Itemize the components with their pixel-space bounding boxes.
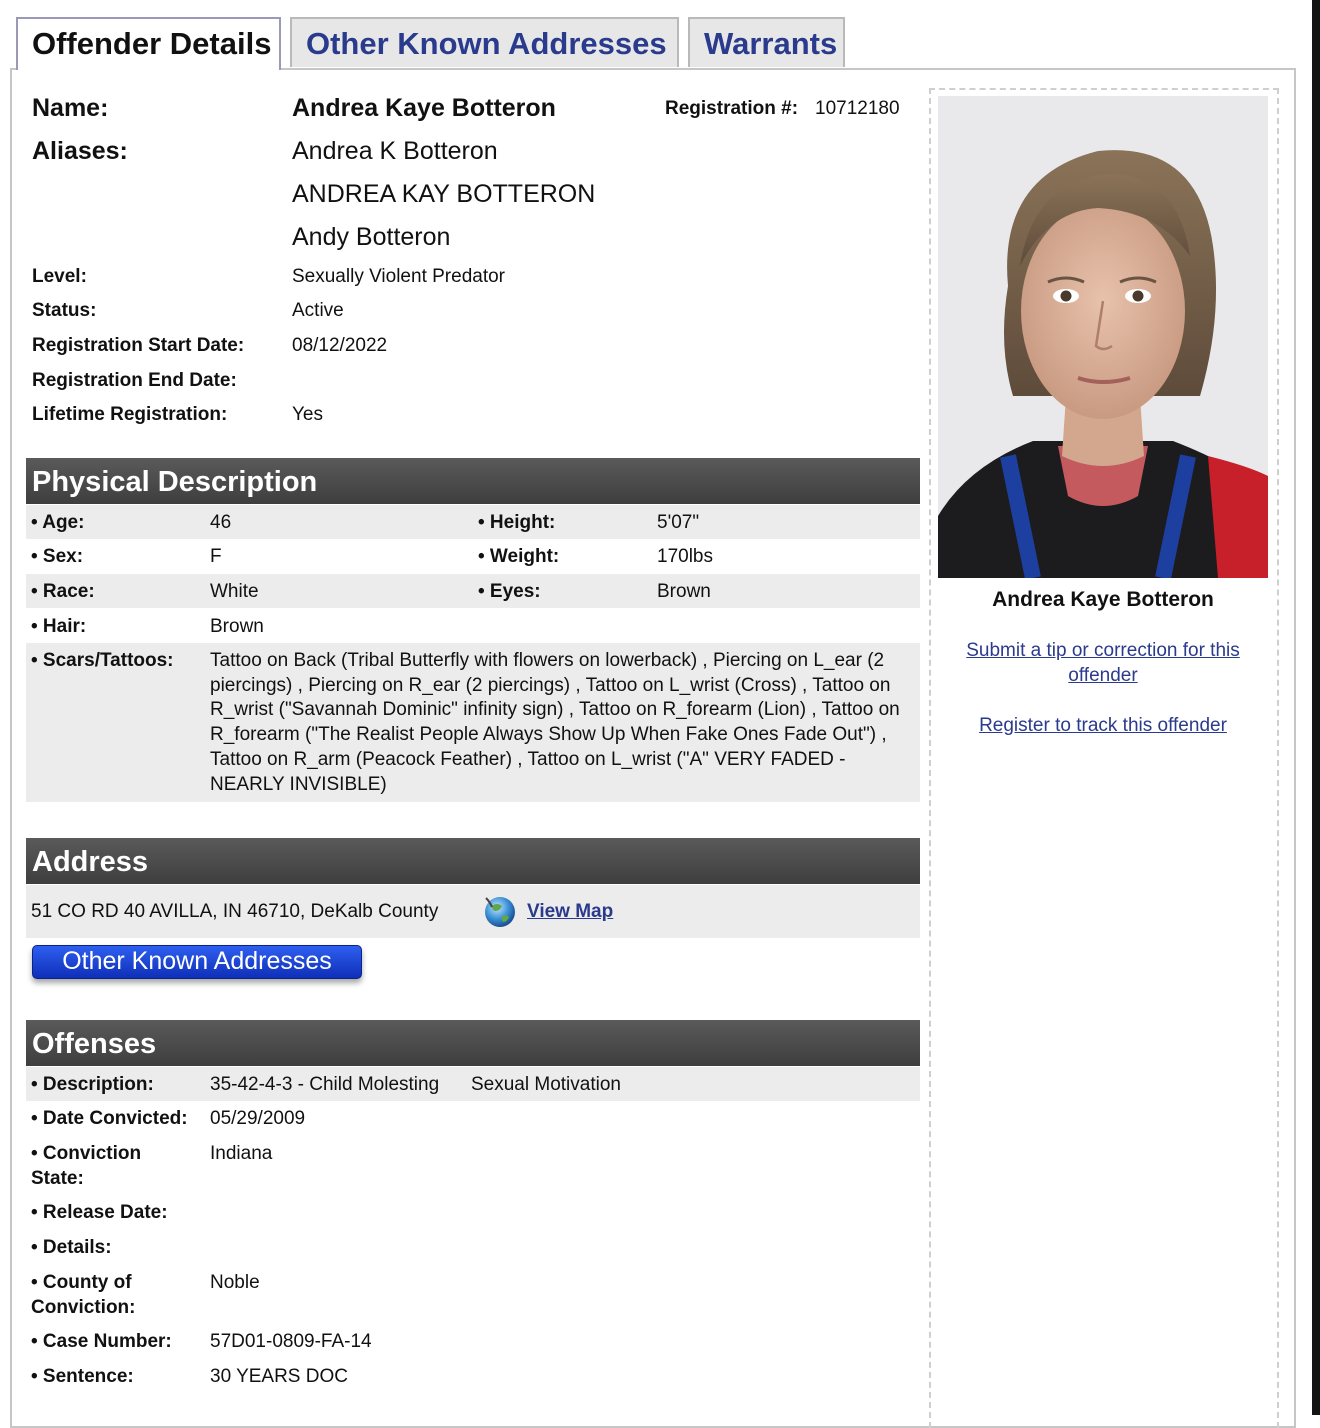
physical-description-header: Physical Description: [26, 458, 920, 504]
tab-offender-details[interactable]: Offender Details: [16, 17, 281, 70]
reg-end-label: Registration End Date:: [32, 370, 237, 391]
sentence-label: • Sentence:: [31, 1366, 134, 1387]
tab-warrants[interactable]: Warrants: [688, 17, 845, 67]
view-map-link[interactable]: View Map: [527, 901, 614, 922]
height-label: • Height:: [478, 512, 556, 533]
conviction-state-label: • Conviction: [31, 1143, 142, 1164]
details-label: • Details:: [31, 1237, 112, 1258]
race-value: White: [210, 581, 259, 602]
status-label: Status:: [32, 300, 97, 321]
address-header: Address: [26, 838, 920, 884]
case-number-label: • Case Number:: [31, 1331, 172, 1352]
height-value: 5'07": [657, 512, 700, 533]
alias-2: ANDREA KAY BOTTERON: [292, 180, 596, 208]
sex-value: F: [210, 546, 222, 567]
scars-value: Tattoo on Back (Tribal Butterfly with flowers on lowerback) , Piercing on L_ear (2 piercings) , Piercing on R_ear (2 piercings) , Tattoo on L_wrist (Cross) , Tattoo on R_wrist ("Savannah Dominic" infinity sign) , Tattoo on R_forearm (Lion) , Tattoo on R_forearm ("The Realist People Always Show Up When Fake Ones Fade Out") , Tattoo on R_arm (Peacock Feather) , Tattoo on L_wrist ("A" VERY FADED - NEARLY INVISIBLE): [210, 650, 900, 795]
level-label: Level:: [32, 266, 87, 287]
submit-tip-link[interactable]: Submit a tip or correction for this: [966, 640, 1240, 661]
age-label: • Age:: [31, 512, 85, 533]
county-label: • County of: [31, 1272, 132, 1293]
description-extra: Sexual Motivation: [471, 1074, 621, 1095]
other-known-addresses-button[interactable]: Other Known Addresses: [32, 945, 362, 979]
globe-icon[interactable]: [480, 892, 518, 930]
level-value: Sexually Violent Predator: [292, 266, 505, 287]
offenses-header: Offenses: [26, 1020, 920, 1066]
hair-value: Brown: [210, 616, 264, 637]
conviction-state-value: Indiana: [210, 1143, 273, 1164]
offender-name: Andrea Kaye Botteron: [292, 94, 556, 122]
address-line: 51 CO RD 40 AVILLA, IN 46710, DeKalb County: [31, 901, 439, 922]
row-band: [26, 574, 920, 608]
date-convicted-value: 05/29/2009: [210, 1108, 306, 1129]
aliases-label: Aliases:: [32, 137, 128, 165]
sex-label: • Sex:: [31, 546, 84, 567]
race-label: • Race:: [31, 581, 95, 602]
window-edge: [1312, 0, 1320, 1415]
case-number-value: 57D01-0809-FA-14: [210, 1331, 372, 1352]
age-value: 46: [210, 512, 232, 533]
alias-3: Andy Botteron: [292, 223, 451, 251]
county-label-2: Conviction:: [31, 1297, 136, 1318]
date-convicted-label: • Date Convicted:: [31, 1108, 188, 1129]
submit-tip-link-line2[interactable]: offender: [1068, 665, 1138, 686]
hair-label: • Hair:: [31, 616, 87, 637]
row-band: [26, 505, 920, 539]
tab-other-known-addresses[interactable]: Other Known Addresses: [290, 17, 679, 67]
description-label: • Description:: [31, 1074, 154, 1095]
alias-1: Andrea K Botteron: [292, 137, 498, 165]
county-value: Noble: [210, 1272, 260, 1293]
lifetime-label: Lifetime Registration:: [32, 404, 228, 425]
reg-start-value: 08/12/2022: [292, 335, 388, 356]
weight-value: 170lbs: [657, 546, 713, 567]
description-value: 35-42-4-3 - Child Molesting: [210, 1074, 440, 1095]
scars-label: • Scars/Tattoos:: [31, 650, 174, 671]
eyes-label: • Eyes:: [478, 581, 541, 602]
registration-number: 10712180: [815, 98, 900, 119]
register-track-link[interactable]: Register to track this offender: [979, 715, 1227, 736]
sentence-value: 30 YEARS DOC: [210, 1366, 348, 1387]
eyes-value: Brown: [657, 581, 711, 602]
weight-label: • Weight:: [478, 546, 560, 567]
conviction-state-label-2: State:: [31, 1168, 84, 1189]
photo-caption: Andrea Kaye Botteron: [992, 588, 1214, 611]
offender-photo: [938, 96, 1268, 578]
reg-start-label: Registration Start Date:: [32, 335, 245, 356]
release-date-label: • Release Date:: [31, 1202, 168, 1223]
lifetime-value: Yes: [292, 404, 323, 425]
registration-label: Registration #:: [665, 98, 799, 119]
name-label: Name:: [32, 94, 109, 122]
status-value: Active: [292, 300, 344, 321]
